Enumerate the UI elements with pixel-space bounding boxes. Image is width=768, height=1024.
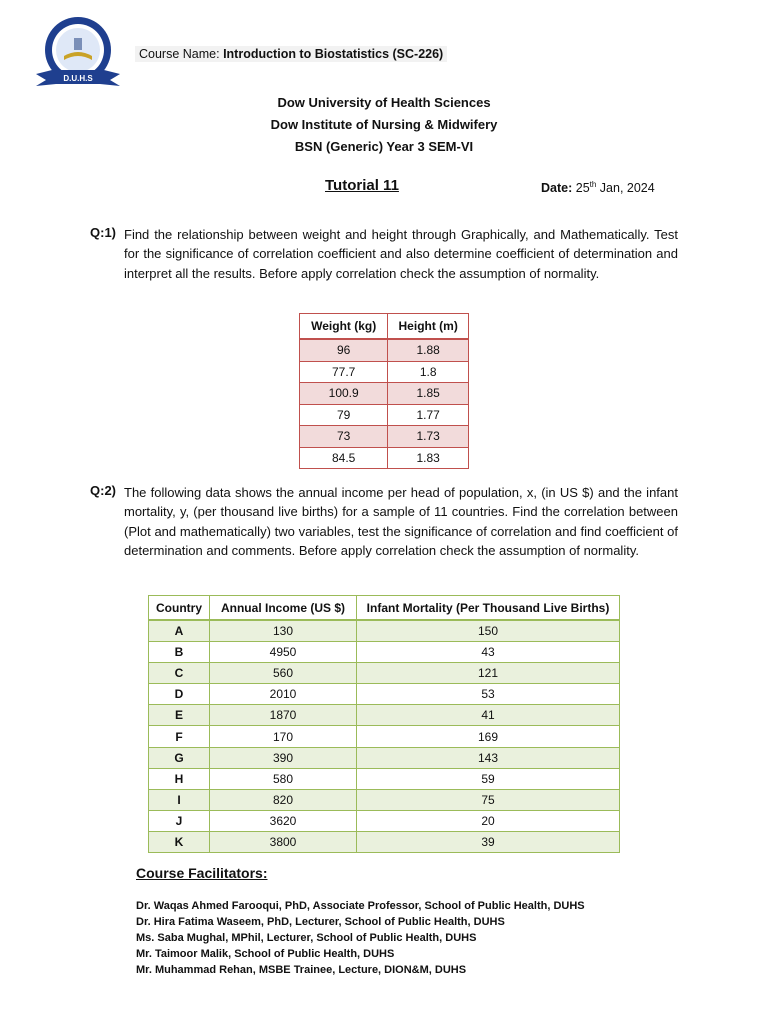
country-cell: G: [149, 747, 210, 768]
country-cell: C: [149, 663, 210, 684]
q1-number: Q:1): [90, 225, 116, 240]
country-cell: E: [149, 705, 210, 726]
facilitator-item: Ms. Saba Mughal, MPhil, Lecturer, School of Public Health, DUHS: [136, 932, 477, 944]
table-row: [300, 404, 469, 426]
income-cell: 2010: [210, 684, 357, 705]
income-cell: 4950: [210, 642, 357, 663]
table-header: Weight (kg): [300, 314, 388, 340]
table-row: [149, 747, 620, 768]
header-program: BSN (Generic) Year 3 SEM-VI: [294, 139, 474, 154]
table-row: [300, 383, 469, 405]
table-row: [149, 705, 620, 726]
table-row: [149, 726, 620, 747]
income-cell: 3620: [210, 810, 357, 831]
weight-cell: 77.7: [300, 361, 388, 383]
date-suffix: th: [589, 180, 597, 189]
table-row: [300, 447, 469, 469]
country-cell: K: [149, 831, 210, 852]
mortality-cell: 59: [357, 768, 620, 789]
table-row: [149, 663, 620, 684]
country-cell: A: [149, 620, 210, 642]
mortality-cell: 20: [357, 810, 620, 831]
tutorial-title: Tutorial 11: [325, 177, 399, 194]
course-name: [135, 46, 447, 62]
height-cell: 1.85: [388, 383, 469, 405]
income-cell: 580: [210, 768, 357, 789]
facilitator-item: Dr. Hira Fatima Waseem, PhD, Lecturer, School of Public Health, DUHS: [136, 916, 505, 928]
country-cell: H: [149, 768, 210, 789]
weight-cell: 84.5: [300, 447, 388, 469]
date-rest: Jan, 2024: [596, 181, 655, 196]
height-cell: 1.83: [388, 447, 469, 469]
q2-text: The following data shows the annual income per head of population, x, (in US $) and the infant mortality, y, (per thousand live births) for a sample of 11 countries. Find the correlation between (Plot and mathematically) two variables, test the significance of correlation and find coefficient of determination and comments. Before apply correlation check the assumption of normality.: [124, 485, 678, 558]
mortality-cell: 143: [357, 747, 620, 768]
table-row: [149, 810, 620, 831]
income-cell: 820: [210, 789, 357, 810]
income-cell: 560: [210, 663, 357, 684]
table-row: [149, 831, 620, 852]
course-title: Introduction to Biostatistics (SC-226): [223, 47, 444, 61]
table-row: [149, 768, 620, 789]
table-header: Height (m): [388, 314, 469, 340]
weight-cell: 96: [300, 339, 388, 361]
table-row: [300, 339, 469, 361]
table-header: Annual Income (US $): [210, 596, 357, 621]
country-cell: F: [149, 726, 210, 747]
mortality-cell: 169: [357, 726, 620, 747]
table-row: [149, 789, 620, 810]
weight-height-table: [299, 313, 469, 469]
table-row: [300, 426, 469, 448]
country-cell: D: [149, 684, 210, 705]
date-day: 25: [572, 181, 590, 196]
date-label: Date:: [541, 181, 573, 196]
income-cell: 130: [210, 620, 357, 642]
height-cell: 1.77: [388, 404, 469, 426]
facilitator-item: Dr. Waqas Ahmed Farooqui, PhD, Associate Professor, School of Public Health, DUHS: [136, 900, 585, 912]
income-cell: 170: [210, 726, 357, 747]
height-cell: 1.73: [388, 426, 469, 448]
country-cell: J: [149, 810, 210, 831]
mortality-cell: 121: [357, 663, 620, 684]
facilitators-title: Course Facilitators:: [136, 865, 268, 881]
course-label: Course Name:: [139, 47, 224, 61]
logo-text: D.U.H.S: [63, 74, 93, 83]
table-row: [300, 361, 469, 383]
income-mortality-table: [148, 595, 620, 853]
income-cell: 3800: [210, 831, 357, 852]
table-header: Infant Mortality (Per Thousand Live Births): [357, 596, 620, 621]
facilitator-item: Mr. Muhammad Rehan, MSBE Trainee, Lecture, DION&M, DUHS: [136, 964, 467, 976]
header-university: Dow University of Health Sciences: [277, 95, 491, 110]
mortality-cell: 39: [357, 831, 620, 852]
table-row: [149, 620, 620, 642]
height-cell: 1.88: [388, 339, 469, 361]
income-cell: 390: [210, 747, 357, 768]
weight-cell: 79: [300, 404, 388, 426]
income-cell: 1870: [210, 705, 357, 726]
header-institute: Dow Institute of Nursing & Midwifery: [270, 117, 498, 132]
country-cell: B: [149, 642, 210, 663]
mortality-cell: 150: [357, 620, 620, 642]
university-logo: [30, 12, 126, 96]
weight-cell: 73: [300, 426, 388, 448]
table-row: [149, 684, 620, 705]
mortality-cell: 43: [357, 642, 620, 663]
country-cell: I: [149, 789, 210, 810]
height-cell: 1.8: [388, 361, 469, 383]
mortality-cell: 41: [357, 705, 620, 726]
table-header: Country: [149, 596, 210, 621]
facilitator-item: Mr. Taimoor Malik, School of Public Health, DUHS: [136, 948, 395, 960]
mortality-cell: 53: [357, 684, 620, 705]
date: [541, 180, 655, 195]
weight-cell: 100.9: [300, 383, 388, 405]
q1-text: Find the relationship between weight and height through Graphically, and Mathematically. Test for the significance of correlation coefficient and also determine coefficient of determination and interpret all the results. Before apply correlation check the assumption of normality.: [124, 227, 678, 281]
q2-number: Q:2): [90, 483, 116, 498]
mortality-cell: 75: [357, 789, 620, 810]
table-row: [149, 642, 620, 663]
